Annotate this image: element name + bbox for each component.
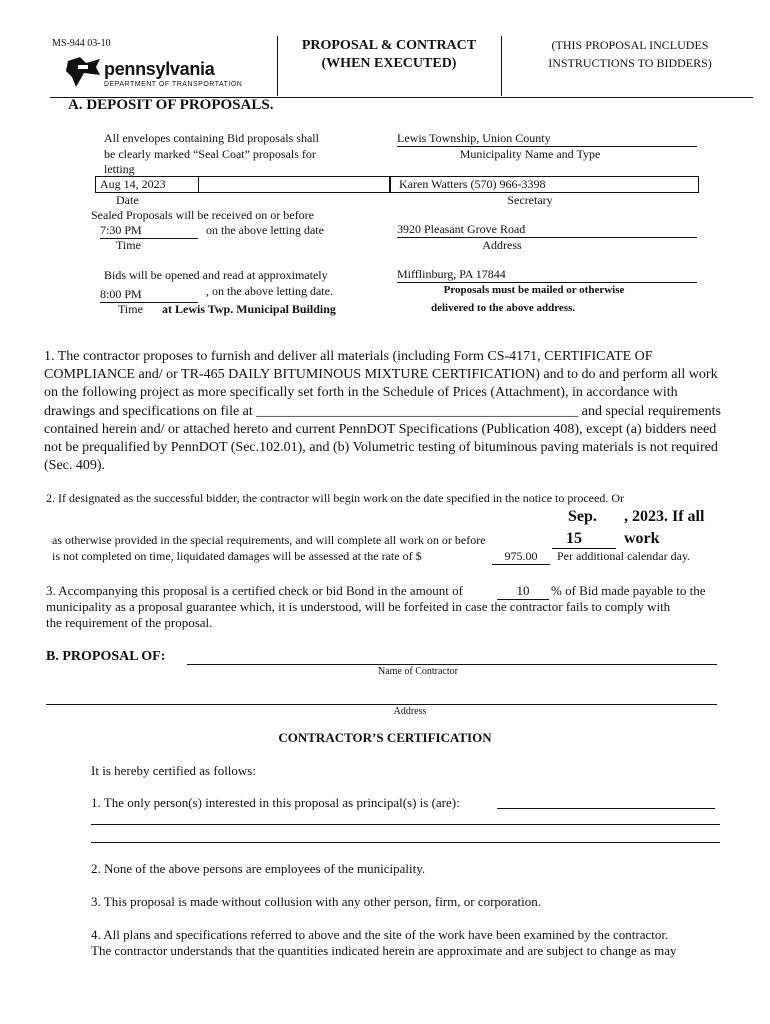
work-text: work [624, 530, 660, 547]
open-time-value[interactable]: 8:00 PM [100, 287, 198, 303]
contractor-name-line[interactable] [187, 664, 717, 665]
address-label: Address [482, 238, 522, 252]
secretary-label: Secretary [507, 193, 553, 207]
contractor-address-label: Address [393, 706, 427, 717]
paragraph-2-line1: 2. If designated as the successful bidder, the contractor will begin work on the date specified in the notice to proceed. Or [46, 491, 624, 505]
contractor-name-label: Name of Contractor [378, 666, 458, 677]
certification-item-2: 2. None of the above persons are employees of the municipality. [91, 861, 426, 876]
secretary-value[interactable]: Karen Watters (570) 966-3398 [399, 177, 546, 191]
damages-rate-value[interactable]: 975.00 [492, 549, 550, 565]
receive-time-value[interactable]: 7:30 PM [100, 223, 198, 239]
envelope-text-line3: letting [104, 162, 135, 176]
certification-intro: It is hereby certified as follows: [91, 763, 256, 778]
receive-time-suffix: on the above letting date [206, 223, 324, 237]
principals-line-2[interactable] [91, 824, 720, 825]
bids-opened-text: Bids will be opened and read at approximately [104, 268, 328, 282]
year-text: , 2023. If all [624, 508, 705, 525]
contractor-address-line[interactable] [46, 704, 717, 705]
open-time-suffix: , on the above letting date. [206, 284, 333, 298]
start-month-value[interactable]: Sep. [568, 508, 597, 525]
envelope-text-line2: be clearly marked “Seal Coat” proposals for [104, 147, 316, 161]
certification-item-1: 1. The only person(s) interested in this proposal as principal(s) is (are): [91, 795, 460, 810]
form-id: MS-944 03-10 [52, 38, 111, 49]
paragraph-3-line3: the requirement of the proposal. [46, 615, 213, 630]
completion-day-value[interactable]: 15 [552, 530, 616, 549]
letting-date-value[interactable]: Aug 14, 2023 [100, 177, 166, 191]
mail-note-line1: Proposals must be mailed or otherwise [443, 284, 625, 296]
principals-line[interactable] [497, 808, 715, 809]
paragraph-2-line3-suffix: Per additional calendar day. [557, 549, 691, 563]
city-value[interactable]: Mifflinburg, PA 17844 [397, 267, 697, 283]
paragraph-3-suffix: % of Bid made payable to the [551, 583, 706, 598]
paragraph-2-line3: is not completed on time, liquidated damages will be assessed at the rate of $ [52, 549, 422, 563]
section-b-heading: B. PROPOSAL OF: [46, 649, 166, 664]
certification-item-4-line2: The contractor understands that the quantities indicated herein are approximate and are subject to change as may [91, 943, 677, 958]
sealed-proposals-text: Sealed Proposals will be received on or before [91, 208, 314, 222]
certification-item-3: 3. This proposal is made without collusion with any other person, firm, or corporation. [91, 894, 541, 909]
municipality-value[interactable]: Lewis Township, Union County [397, 131, 697, 147]
instructions-note-line2: INSTRUCTIONS TO BIDDERS) [548, 56, 712, 70]
paragraph-2-line2: as otherwise provided in the special requirements, and will complete all work on or before [52, 533, 486, 547]
section-a-heading: A. DEPOSIT OF PROPOSALS. [68, 97, 274, 113]
logo-name: pennsylvania [104, 59, 215, 79]
instructions-note-line1: (THIS PROPOSAL INCLUDES [551, 38, 709, 52]
certification-title: CONTRACTOR’S CERTIFICATION [278, 730, 492, 745]
form-title-line2: (WHEN EXECUTED) [321, 56, 457, 71]
form-title-line1: PROPOSAL & CONTRACT [301, 38, 477, 53]
receive-time-label: Time [116, 238, 141, 252]
paragraph-1: 1. The contractor proposes to furnish and deliver all materials (including Form CS-4171, CERTIFICATE OF COMPLIANCE and/ or TR-465 DAILY BITUMINOUS MIXTURE CERTIFICATION) and to do and perform all work on the following project as more specifically set forth in the Schedule of Prices (Attachment), in accordance with drawings and specifications on file at ______________________________________________ and special requirements contained herein and/ or attached hereto and current PennDOT Specifications (Publication 408), except (a) bidders need not be prequalified by PennDOT (Sec.102.01), and (b) Volumetric testing of bituminous paving materials is not required (Sec. 409). [44, 349, 721, 474]
paragraph-3-prefix: 3. Accompanying this proposal is a certified check or bid Bond in the amount of [46, 583, 463, 598]
envelope-text-line1: All envelopes containing Bid proposals shall [104, 131, 319, 145]
principals-line-3[interactable] [91, 842, 720, 843]
paragraph-3-line2: municipality as a proposal guarantee which, it is understood, will be forfeited in case the contractor fails to comply with [46, 599, 671, 614]
address-value[interactable]: 3920 Pleasant Grove Road [397, 222, 697, 238]
opening-location: at Lewis Twp. Municipal Building [162, 302, 336, 316]
open-time-label: Time [118, 302, 143, 316]
logo-subtitle: DEPARTMENT OF TRANSPORTATION [104, 81, 243, 88]
date-label: Date [116, 193, 139, 207]
bond-percent-value[interactable]: 10 [497, 583, 549, 600]
penndot-logo [66, 55, 243, 95]
certification-item-4-line1: 4. All plans and specifications referred to above and the site of the work have been examined by the contractor. [91, 927, 669, 942]
mail-note-line2: delivered to the above address. [431, 302, 576, 314]
keystone-logo-icon [66, 55, 102, 89]
municipality-label: Municipality Name and Type [459, 147, 601, 161]
